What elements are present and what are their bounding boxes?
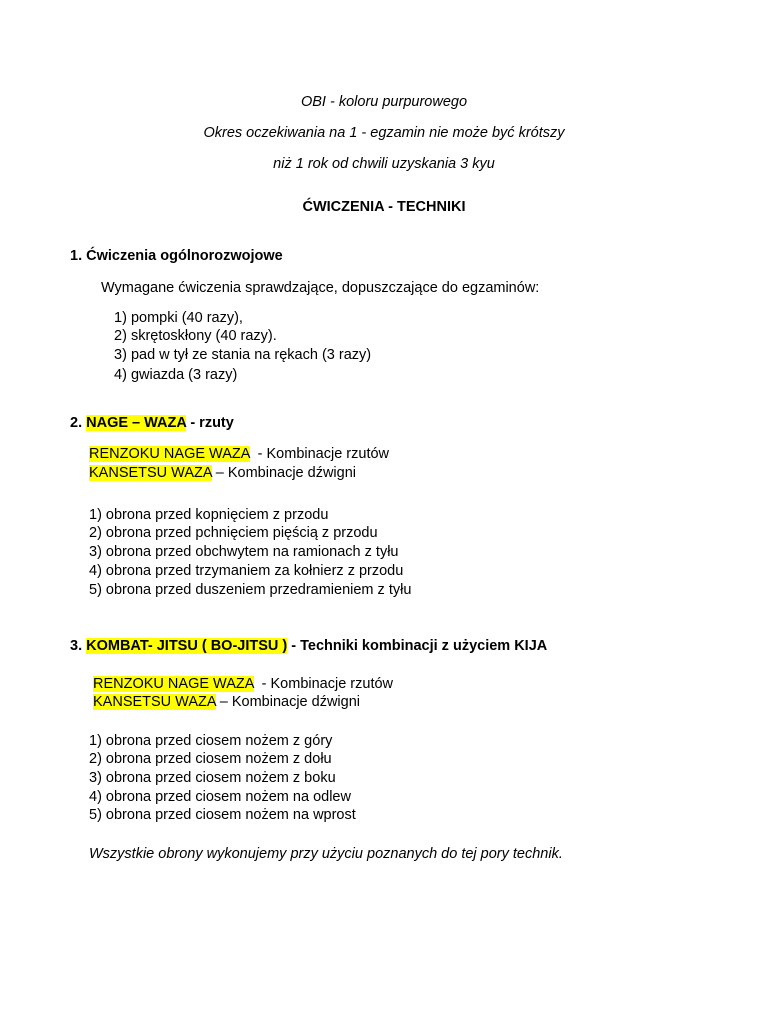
section3-highlight: KOMBAT- JITSU ( BO-JITSU ) bbox=[86, 638, 288, 654]
list-item: 2) obrona przed ciosem nożem z dołu bbox=[89, 751, 332, 767]
section1-heading: 1. Ćwiczenia ogólnorozwojowe bbox=[70, 248, 283, 264]
list-item: 1) obrona przed kopnięciem z przodu bbox=[89, 507, 329, 523]
section3-number: 3. bbox=[70, 638, 87, 654]
section3-combo-levers bbox=[93, 693, 360, 711]
list-item-number: 4) bbox=[114, 367, 127, 383]
combo-desc: – Kombinacje dźwigni bbox=[211, 465, 357, 481]
header-line-kyu: niż 1 rok od chwili uzyskania 3 kyu bbox=[273, 156, 495, 172]
section2-combo-levers bbox=[89, 464, 356, 482]
section3-note: Wszystkie obrony wykonujemy przy użyciu poznanych do tej pory technik. bbox=[89, 846, 563, 862]
list-item-text: gwiazda (3 razy) bbox=[130, 367, 238, 383]
combo-desc: – Kombinacje dźwigni bbox=[215, 694, 361, 710]
list-item-number: 3) bbox=[114, 347, 127, 363]
list-item bbox=[114, 309, 243, 327]
list-item bbox=[114, 327, 277, 345]
combo-term: KANSETSU WAZA bbox=[89, 465, 212, 481]
section2-suffix: - rzuty bbox=[186, 415, 234, 431]
list-item: 5) obrona przed ciosem nożem na wprost bbox=[89, 807, 356, 823]
list-item-number: 2) bbox=[114, 328, 127, 344]
section1-intro: Wymagane ćwiczenia sprawdzające, dopuszczające do egzaminów: bbox=[101, 280, 540, 296]
header-line-belt: OBI - koloru purpurowego bbox=[300, 94, 468, 110]
combo-desc: - Kombinacje rzutów bbox=[253, 676, 394, 692]
list-item: 2) obrona przed pchnięciem pięścią z przodu bbox=[89, 525, 378, 541]
section3-combo-throws bbox=[93, 675, 393, 693]
list-item: 3) obrona przed obchwytem na ramionach z tyłu bbox=[89, 544, 399, 560]
page-title: ĆWICZENIA - TECHNIKI bbox=[302, 199, 466, 215]
header-line-waiting-period: Okres oczekiwania na 1 - egzamin nie może być krótszy bbox=[203, 125, 565, 141]
section3-heading bbox=[70, 637, 547, 655]
section2-highlight: NAGE – WAZA bbox=[86, 415, 187, 431]
combo-term: KANSETSU WAZA bbox=[93, 694, 216, 710]
list-item: 3) obrona przed ciosem nożem z boku bbox=[89, 770, 336, 786]
list-item-text: pad w tył ze stania na rękach (3 razy) bbox=[130, 347, 372, 363]
list-item: 4) obrona przed ciosem nożem na odlew bbox=[89, 789, 351, 805]
list-item: 5) obrona przed duszeniem przedramieniem z tyłu bbox=[89, 582, 412, 598]
section2-heading bbox=[70, 414, 234, 432]
list-item: 1) obrona przed ciosem nożem z góry bbox=[89, 733, 333, 749]
combo-term: RENZOKU NAGE WAZA bbox=[93, 676, 254, 692]
list-item bbox=[114, 346, 371, 364]
combo-desc: - Kombinacje rzutów bbox=[249, 446, 390, 462]
list-item: 4) obrona przed trzymaniem za kołnierz z przodu bbox=[89, 563, 404, 579]
list-item-text: skrętoskłony (40 razy). bbox=[130, 328, 277, 344]
list-item-number: 1) bbox=[114, 310, 127, 326]
section2-number: 2. bbox=[70, 415, 87, 431]
list-item-text: pompki (40 razy), bbox=[130, 310, 243, 326]
list-item bbox=[114, 366, 237, 384]
combo-term: RENZOKU NAGE WAZA bbox=[89, 446, 250, 462]
section2-combo-throws bbox=[89, 445, 389, 463]
section3-suffix: - Techniki kombinacji z użyciem KIJA bbox=[287, 638, 548, 654]
